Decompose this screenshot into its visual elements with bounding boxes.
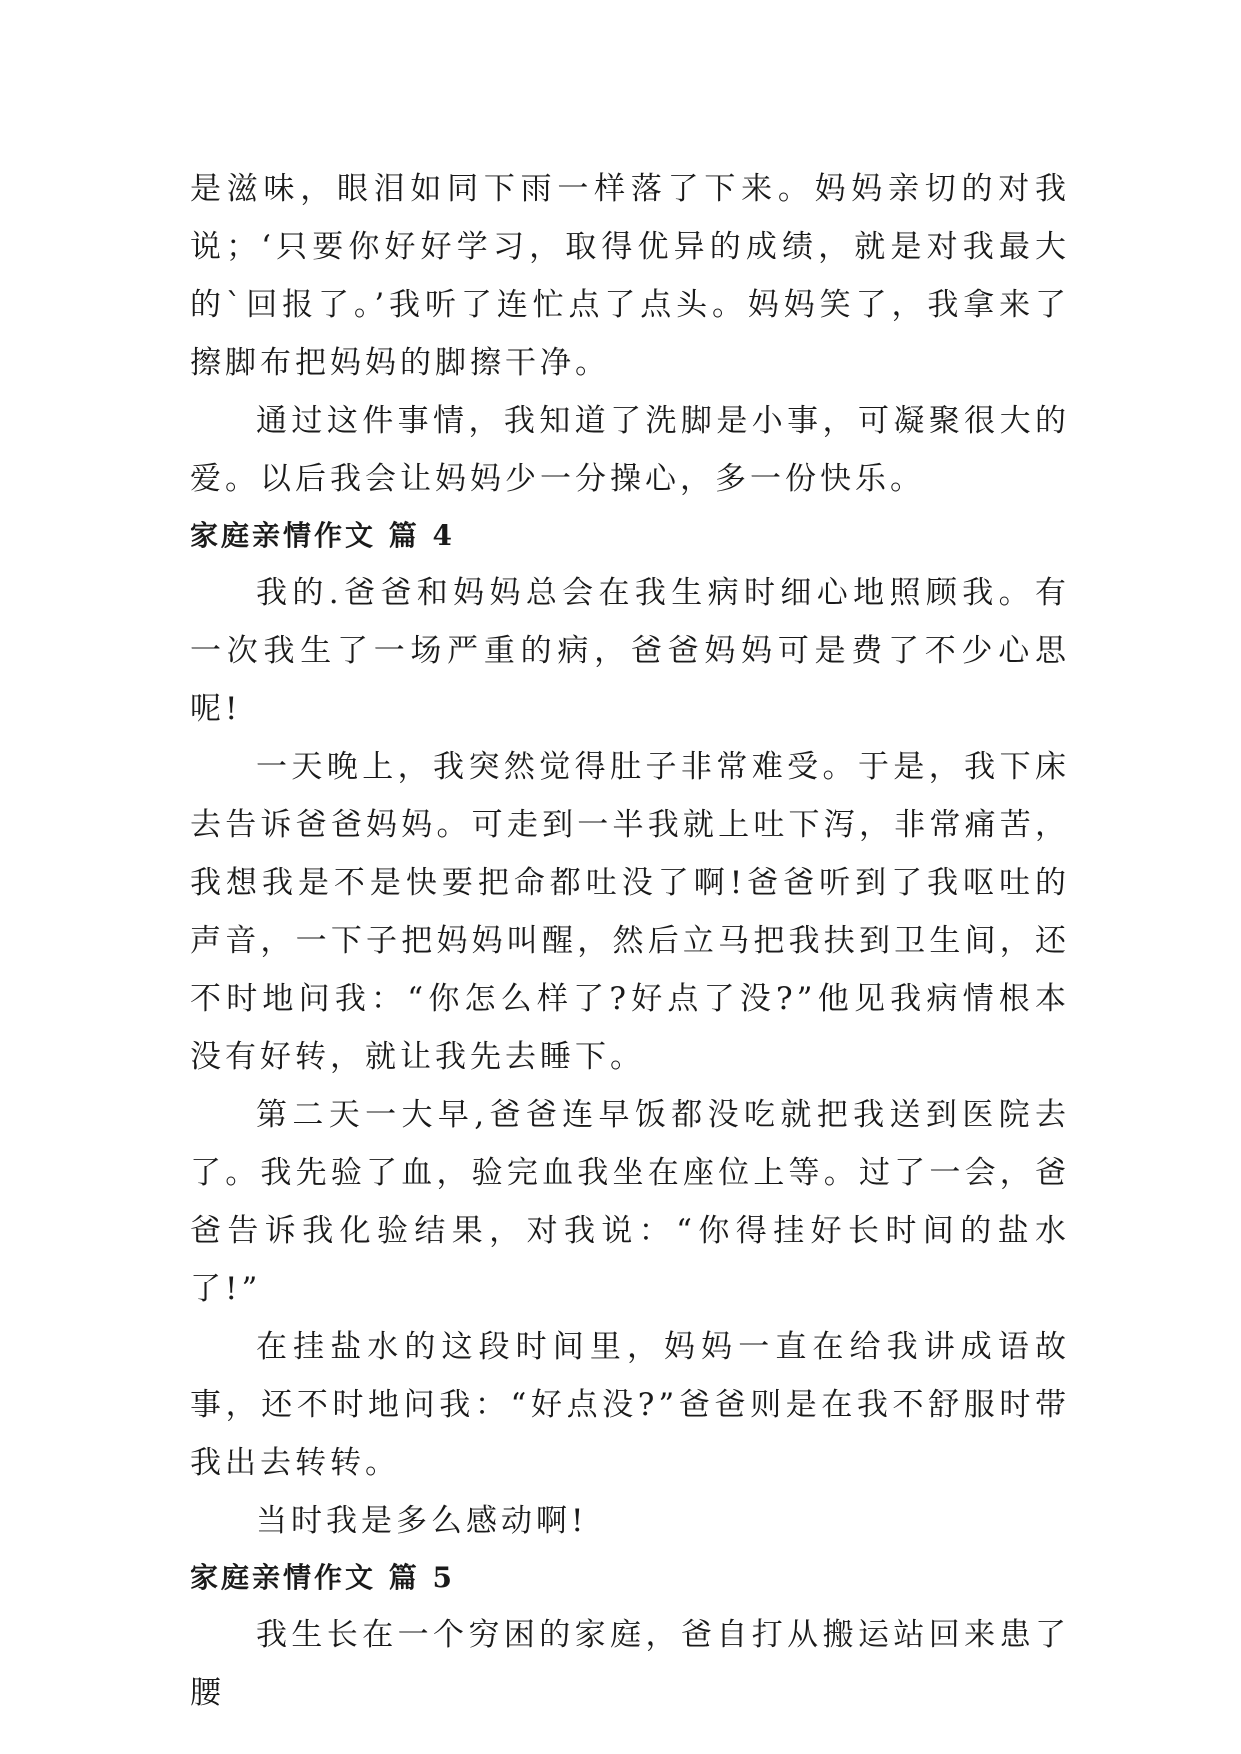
section-heading: 家庭亲情作文 篇 4 [190,519,455,552]
document-body [190,160,1070,1722]
paragraph: 我的.爸爸和妈妈总会在我生病时细心地照顾我。有一次我生了一场严重的病，爸爸妈妈可是费了不少心思呢! [190,575,1070,727]
paragraph: 在挂盐水的这段时间里，妈妈一直在给我讲成语故事，还不时地问我：“好点没?”爸爸则是在我不舒服时带我出去转转。 [190,1329,1070,1481]
paragraph: 我生长在一个穷困的家庭，爸自打从搬运站回来患了腰 [190,1617,1070,1711]
section-heading: 家庭亲情作文 篇 5 [190,1561,455,1594]
paragraph: 第二天一大早,爸爸连早饭都没吃就把我送到医院去了。我先验了血，验完血我坐在座位上等。过了一会，爸爸告诉我化验结果，对我说：“你得挂好长时间的盐水了!” [190,1097,1070,1307]
paragraph: 是滋味，眼泪如同下雨一样落了下来。妈妈亲切的对我说；‘只要你好好学习，取得优异的成绩，就是对我最大的`回报了。’我听了连忙点了点头。妈妈笑了，我拿来了擦脚布把妈妈的脚擦干净。 [190,171,1070,381]
paragraph: 一天晚上，我突然觉得肚子非常难受。于是，我下床去告诉爸爸妈妈。可走到一半我就上吐下泻，非常痛苦，我想我是不是快要把命都吐没了啊!爸爸听到了我呕吐的声音，一下子把妈妈叫醒，然后立马把我扶到卫生间，还不时地问我：“你怎么样了?好点了没?”他见我病情根本没有好转，就让我先去睡下。 [190,749,1070,1075]
paragraph: 通过这件事情，我知道了洗脚是小事，可凝聚很大的爱。以后我会让妈妈少一分操心，多一份快乐。 [190,403,1070,497]
paragraph: 当时我是多么感动啊! [256,1503,588,1539]
